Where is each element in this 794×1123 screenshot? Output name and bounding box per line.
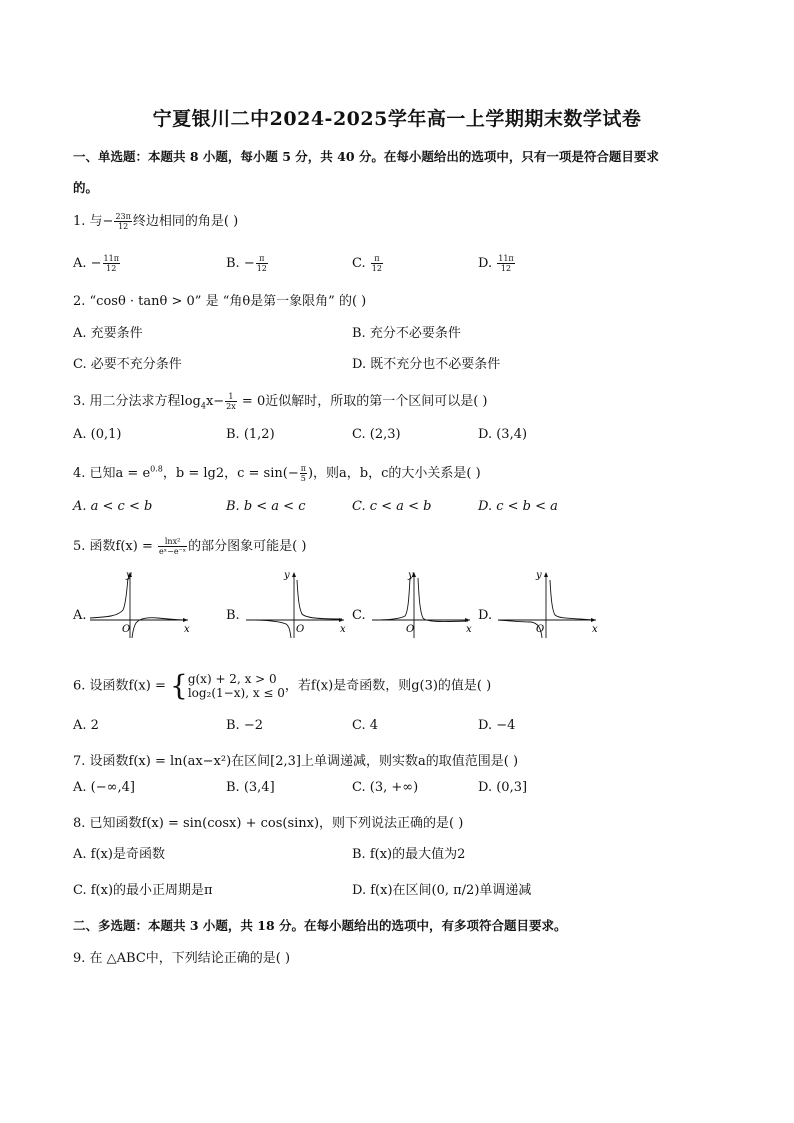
q5-option-b[interactable]: B. bbox=[226, 608, 240, 623]
q8-option-d[interactable]: D. f(x)在区间(0, π/2)单调递减 bbox=[352, 883, 532, 898]
q6-option-d[interactable]: D. −4 bbox=[478, 718, 516, 733]
page-title: 宁夏银川二中2024-2025学年高一上学期期末数学试卷 bbox=[152, 108, 642, 130]
q5-graph-b[interactable] bbox=[244, 568, 384, 640]
question-5: 5. 函数f(x) = $\frac{\text{lnx²}}{\text{eˣ−e⁻ˣ}}$ 的部分图象可能是( ) bbox=[73, 537, 307, 556]
section1-heading: 一、单选题：本题共 8 小题，每小题 5 分，共 40 分。在每小题给出的选项中，只有一项是符合题目要求 bbox=[73, 149, 659, 164]
q3-option-a[interactable]: A. (0,1) bbox=[73, 427, 122, 442]
question-2: 2. “cosθ · tanθ > 0” 是 “角θ是第一象限角” 的( ) bbox=[73, 294, 367, 309]
q5-graph-c[interactable] bbox=[370, 568, 510, 640]
q6-option-a[interactable]: A. 2 bbox=[73, 718, 99, 733]
q4-option-b[interactable]: B. b < a < c bbox=[226, 499, 306, 514]
q2-option-c[interactable]: C. 必要不充分条件 bbox=[73, 357, 182, 372]
svg-text:x: x bbox=[466, 624, 472, 635]
svg-text:x: x bbox=[592, 624, 598, 635]
q1-option-a[interactable]: A. − $\frac{11\pi}{12}$ bbox=[73, 254, 119, 273]
q2-option-a[interactable]: A. 充要条件 bbox=[73, 326, 143, 341]
q3-option-c[interactable]: C. (2,3) bbox=[352, 427, 401, 442]
q5-option-d[interactable]: D. bbox=[478, 608, 493, 623]
question-7: 7. 设函数f(x) = ln(ax−x²)在区间[2,3]上单调递减，则实数a的取值范围是( ) bbox=[73, 754, 519, 769]
q1-option-c[interactable]: C. $\frac{\pi}{12}$ bbox=[352, 254, 382, 273]
fraction: $\frac{23\pi}{12}$ bbox=[115, 212, 131, 231]
q6-option-c[interactable]: C. 4 bbox=[352, 718, 379, 733]
question-8: 8. 已知函数f(x) = sin(cosx) + cos(sinx)，则下列说法正确的是( ) bbox=[73, 816, 464, 831]
q8-option-b[interactable]: B. f(x)的最大值为2 bbox=[352, 847, 466, 862]
q5-graph-d[interactable] bbox=[496, 568, 636, 640]
section1-heading-cont: 的。 bbox=[73, 180, 99, 195]
section2-heading: 二、多选题：本题共 3 小题，共 18 分。在每小题给出的选项中，有多项符合题目要求。 bbox=[73, 918, 567, 933]
q8-option-c[interactable]: C. f(x)的最小正周期是π bbox=[73, 883, 213, 898]
svg-text:O: O bbox=[406, 624, 415, 635]
q4-option-c[interactable]: C. c < a < b bbox=[352, 499, 432, 514]
svg-text:y: y bbox=[284, 570, 290, 581]
q5-graph-a[interactable] bbox=[88, 568, 228, 640]
q5-option-c[interactable]: C. bbox=[352, 608, 366, 623]
q7-option-a[interactable]: A. (−∞,4] bbox=[73, 780, 135, 795]
q2-option-b[interactable]: B. 充分不必要条件 bbox=[352, 326, 461, 341]
x-axis-label: x bbox=[184, 624, 190, 635]
q2-option-d[interactable]: D. 既不充分也不必要条件 bbox=[352, 357, 501, 372]
y-axis-label: y bbox=[126, 570, 132, 581]
q7-option-d[interactable]: D. (0,3] bbox=[478, 780, 528, 795]
question-6: 6. 设函数f(x) = { g(x) + 2, x > 0 log₂(1−x), x ≤ 0 ，若f(x)是奇函数，则g(3)的值是( ) bbox=[73, 669, 492, 702]
q3-option-b[interactable]: B. (1,2) bbox=[226, 427, 275, 442]
q8-option-a[interactable]: A. f(x)是奇函数 bbox=[73, 847, 165, 862]
question-3: 3. 用二分法求方程$\log_4x-$ $\frac{1}{2x}$ = 0近似解时，所取的第一个区间可以是( ) bbox=[73, 392, 488, 411]
q1-option-d[interactable]: D. $\frac{11\pi}{12}$ bbox=[478, 254, 514, 273]
q5-option-a[interactable]: A. bbox=[73, 608, 87, 623]
q4-option-d[interactable]: D. c < b < a bbox=[478, 499, 558, 514]
svg-text:y: y bbox=[536, 570, 542, 581]
svg-text:x: x bbox=[340, 624, 346, 635]
q7-option-b[interactable]: B. (3,4] bbox=[226, 780, 275, 795]
q7-option-c[interactable]: C. (3, +∞) bbox=[352, 780, 419, 795]
question-9: 9. 在 △ABC中，下列结论正确的是( ) bbox=[73, 951, 291, 966]
svg-text:O: O bbox=[296, 624, 305, 635]
q3-option-d[interactable]: D. (3,4) bbox=[478, 427, 528, 442]
q6-option-b[interactable]: B. −2 bbox=[226, 718, 263, 733]
question-4: 4. 已知$a = e^{0.8}$，b = lg2，c = sin(− $\frac{\pi}{5}$ )，则a，b，c的大小关系是( ) bbox=[73, 464, 481, 483]
q1-option-b[interactable]: B. − $\frac{\pi}{12}$ bbox=[226, 254, 267, 273]
svg-text:y: y bbox=[408, 570, 414, 581]
q4-option-a[interactable]: A. a < c < b bbox=[73, 499, 153, 514]
origin-label: O bbox=[122, 624, 131, 635]
svg-text:O: O bbox=[536, 624, 545, 635]
question-1: 1. 与− $\frac{23\pi}{12}$ 终边相同的角是( ) bbox=[73, 212, 239, 231]
